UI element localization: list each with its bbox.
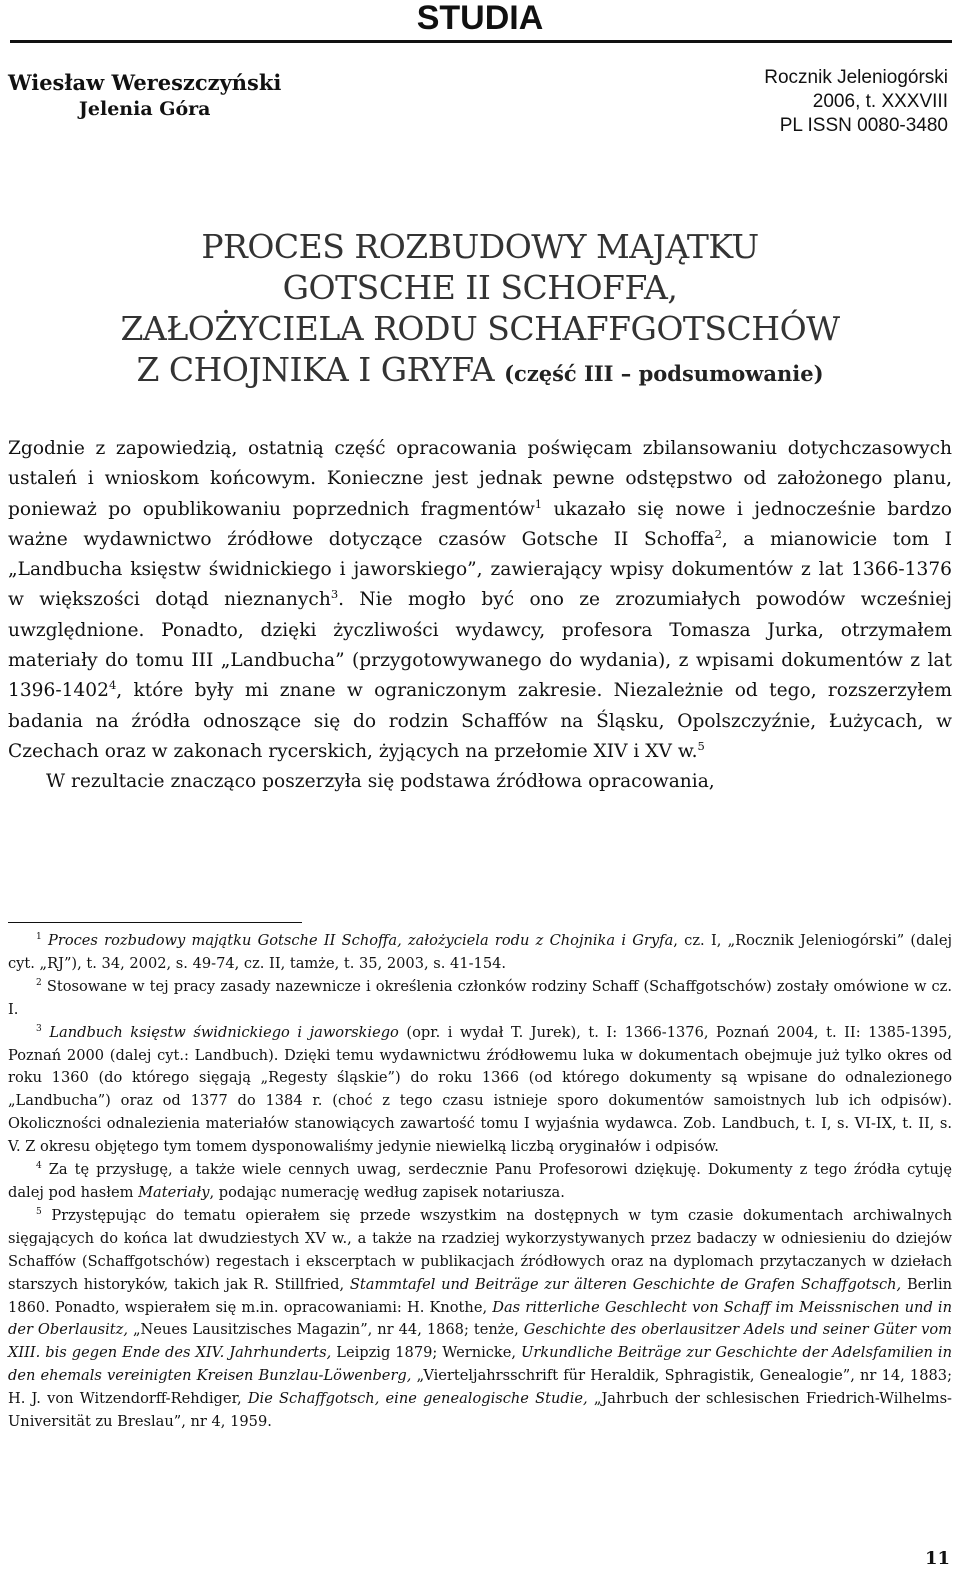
footnote-ref-4[interactable]: 4: [108, 678, 117, 693]
footnote-rule: [8, 922, 302, 923]
title-part: (część III – podsumowanie): [504, 361, 824, 386]
footnote-1-italic: Proces rozbudowy majątku Gotsche II Schoffa, założyciela rodu z Chojnika i Gryfa: [48, 932, 674, 949]
footnote-number-4: 4: [36, 1161, 42, 1172]
footnote-ref-5[interactable]: 5: [697, 738, 705, 753]
p1-text-d: . Nie mogło być ono ze zrozumiałych powodów wcześniej uwzględnione. Ponadto, dzięki życzliwości wydawcy, profesora Tomasza Jurka, otrzymałem materiały do tomu III „Landbucha” (przygotowywanego do wydania), z wpisami dokumentów z lat 1396-1402: [8, 589, 952, 702]
footnote-4-text-b: , podając numerację według zapisek notariusza.: [209, 1183, 565, 1201]
journal-name: Rocznik Jeleniogórski: [764, 67, 948, 88]
footnote-5-text-b: Berlin 1860. Ponadto, wspierałem się m.in. opracowaniami: H. Knothe,: [8, 1275, 953, 1316]
footnote-5-text-d: Leipzig 1879; Wernicke,: [331, 1344, 522, 1362]
footnote-ref-2[interactable]: 2: [714, 526, 722, 541]
footnote-number-3: 3: [36, 1023, 42, 1034]
footnote-ref-1[interactable]: 1: [534, 496, 543, 511]
footnote-ref-3[interactable]: 3: [330, 587, 339, 602]
footnote-1: [8, 930, 952, 976]
footnote-4-italic: Materiały: [138, 1183, 210, 1201]
footnote-5: [8, 1205, 952, 1434]
footnote-5-text-e: „Vierteljahrsschrift für Heraldik, Sphragistik, Genealogie”, nr 14, 1883; H. J. von Witzendorff-Rehdiger,: [8, 1367, 952, 1408]
title-line-1: PROCES ROZBUDOWY MAJĄTKU: [201, 227, 759, 266]
footnote-2: [8, 976, 952, 1022]
footnote-5-italic-1: Stammtafel und Beiträge zur älteren Geschichte de Grafen Schaffgotsch,: [349, 1275, 902, 1293]
footnote-3: [8, 1022, 952, 1159]
footnote-2-text: Stosowane w tej pracy zasady nazewnicze i określenia członków rodziny Schaff (Schaffgotschów) zostały omówione w cz. I.: [8, 977, 953, 1018]
title-line-2: GOTSCHE II SCHOFFA,: [282, 268, 678, 307]
footnote-3-text: (opr. i wydał T. Jurek), t. I: 1366-1376, Poznań 2004, t. II: 1385-1395, Poznań 2000 (dalej cyt.: Landbuch). Dzięki temu wydawnictwu źródłowemu luka w dokumentach obejmuje już tylko okres od roku 1360 (do którego sięgają „Regesty śląskie”) do roku 1366 (od którego dokumenty są wpisane do odnalezionego „Landbucha”) oraz od 1377 do 1384 r. (choć z tego czasu istnieje sporo dokumentów samoistnych lub ich odpisów). Okoliczności odnalezienia materiałów stanowiących zawartość tomu I wyjaśnia wydawca. Zob. Landbuch, t. I, s. VI-IX, t. II, s. V. Z okresu objętego tym tomem dysponowaliśmy jedynie niewielką liczbą oryginałów i odpisów.: [8, 1023, 952, 1156]
journal-volume: 2006, t. XXXVIII: [812, 91, 948, 112]
footnote-5-text-f: „Jahrbuch der schlesischen Friedrich-Wilhelms-Universität zu Breslau”, nr 4, 1959.: [8, 1390, 952, 1431]
page-number: 11: [924, 1548, 950, 1569]
header-rule: [10, 40, 952, 43]
footnote-5-text-c: „Neues Lausitzisches Magazin”, nr 44, 1868; tenże,: [127, 1321, 524, 1339]
footnote-1-text: , cz. I, „Rocznik Jeleniogórski” (dalej cyt. „RJ”), t. 34, 2002, s. 49-74, cz. II, tamże, t. 35, 2003, s. 41-154.: [8, 932, 952, 972]
footnote-5-italic-3: Geschichte des oberlausitzer Adels und seiner Güter vom XIII. bis gegen Ende des XIV. Jahrhunderts,: [8, 1321, 952, 1362]
footnote-5-italic-5: Die Schaffgotsch, eine genealogische Studie,: [247, 1390, 588, 1408]
article-title: [0, 226, 960, 394]
p1-text-c: , a mianowicie tom I „Landbucha księstw świdnickiego i jaworskiego”, zawierający wpisy dokumentów z lat 1366-1376 w większości dotąd nieznanych: [8, 528, 952, 611]
footnote-number-5: 5: [36, 1207, 42, 1218]
author-name: Wiesław Wereszczyński: [8, 70, 282, 95]
journal-info: [764, 66, 948, 138]
footnote-number-1: 1: [36, 932, 42, 943]
body-text: [8, 434, 952, 798]
footnote-4-text-a: Za tę przysługę, a także wiele cennych uwag, serdecznie Panu Profesorowi dziękuję. Dokumenty z tego źródła cytuję dalej pod hasłem: [8, 1161, 953, 1201]
p1-text-b: ukazało się nowe i jednocześnie bardzo ważne wydawnictwo źródłowe dotyczące czasów Gotsche II Schoffa: [8, 498, 952, 550]
author-block: [8, 70, 281, 122]
footnote-number-2: 2: [36, 977, 42, 988]
title-line-3: ZAŁOŻYCIELA RODU SCHAFFGOTSCHÓW: [120, 309, 840, 348]
paragraph-1: [8, 434, 952, 767]
title-line-4: Z CHOJNIKA I GRYFA: [136, 350, 495, 389]
footnotes: [8, 930, 952, 1434]
footnote-5-italic-2: Das ritterliche Geschlecht von Schaff im Meissnischen und in der Oberlausitz,: [8, 1298, 952, 1339]
footnote-3-italic: Landbuch księstw świdnickiego i jaworskiego: [49, 1023, 399, 1041]
p1-text-a: Zgodnie z zapowiedzią, ostatnią część opracowania poświęcam zbilansowaniu dotychczasowych ustaleń i wnioskom końcowym. Konieczne jest jednak pewne odstępstwo od założonego planu, ponieważ po opublikowaniu poprzednich fragmentów: [8, 438, 952, 520]
p1-text-e: , które były mi znane w ograniczonym zakresie. Niezależnie od tego, rozszerzyłem badania na źródła odnoszące się do rodzin Schaffów na Śląsku, Opolszczyźnie, Łużycach, w Czechach oraz w zakonach rycerskich, żyjących na przełomie XIV i XV w.: [8, 680, 952, 762]
title-line-4-wrap: [0, 349, 960, 394]
footnote-5-italic-4: Urkundliche Beiträge zur Geschichte der Adelsfamilien in den ehemals vereinigten Kreisen Bunzlau-Löwenberg,: [8, 1344, 952, 1385]
footnote-5-text-a: Przystępując do tematu opierałem się przede wszystkim na dostępnych w tym czasie dokumentach archiwalnych sięgających do końca lat dwudziestych XV w., a także na rzadziej wykorzystywanych przez badaczy w odniesieniu do dziejów Schaffów (Schaffgotschów) regestach i ekscerptach w publikacjach źródłowych oraz na dyplomach przytaczanych w dziełach starszych historyków, takich jak R. Stillfried,: [8, 1206, 952, 1293]
author-affiliation: Jelenia Góra: [78, 98, 211, 120]
journal-issn: PL ISSN 0080-3480: [779, 115, 948, 136]
section-label: STUDIA: [416, 0, 544, 37]
paragraph-2: W rezultacie znacząco poszerzyła się podstawa źródłowa opracowania,: [46, 771, 715, 793]
footnote-4: [8, 1159, 952, 1205]
